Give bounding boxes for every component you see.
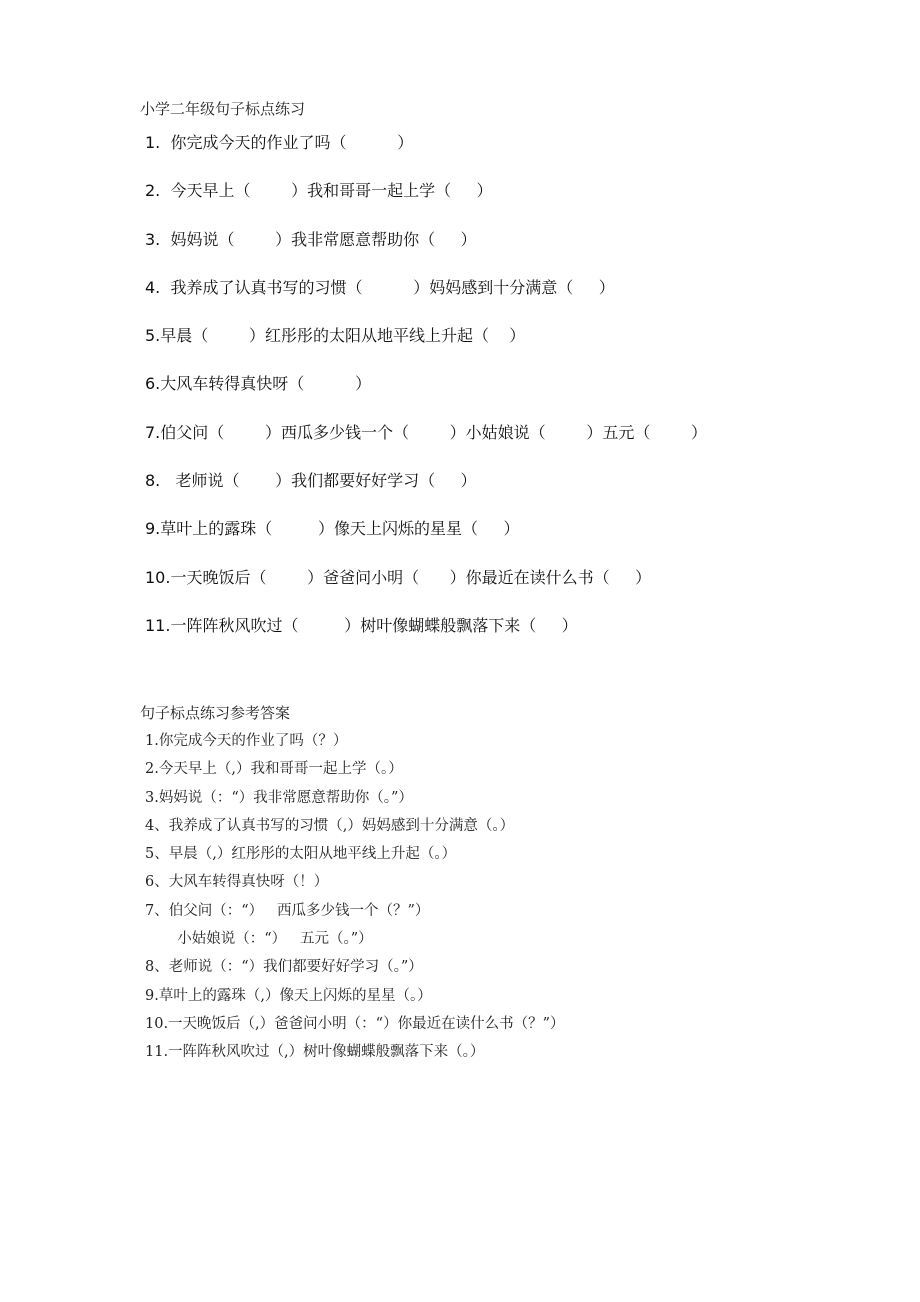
answer-item: 9.草叶上的露珠（,）像天上闪烁的星星（。） <box>145 987 432 1004</box>
answer-item: 4、我养成了认真书写的习惯（,）妈妈感到十分满意（。） <box>145 817 515 834</box>
question-item: 6.大风车转得真快呀（ ） <box>145 374 372 394</box>
answer-item: 2.今天早上（,）我和哥哥一起上学（。） <box>145 761 403 778</box>
answer-item: 小姑娘说（：“） 五元（。”） <box>145 931 373 948</box>
question-item: 1. 你完成今天的作业了吗（ ） <box>145 133 414 152</box>
exercise-title: 小学二年级句子标点练习 <box>140 100 306 118</box>
answer-item: 1.你完成今天的作业了吗（？） <box>145 733 348 749</box>
question-item: 4. 我养成了认真书写的习惯（ ）妈妈感到十分满意（ ） <box>145 277 615 297</box>
answer-list <box>145 728 565 1068</box>
question-item: 3. 妈妈说（ ）我非常愿意帮助你（ ） <box>145 229 477 249</box>
answers-title: 句子标点练习参考答案 <box>140 704 291 722</box>
answer-item: 6、大风车转得真快呀（！） <box>145 874 329 891</box>
question-item: 2. 今天早上（ ）我和哥哥一起上学（ ） <box>145 181 493 201</box>
question-item: 11.一阵阵秋风吹过（ ）树叶像蝴蝶般飘落下来（ ） <box>145 615 578 635</box>
question-item: 9.草叶上的露珠（ ）像天上闪烁的星星（ ） <box>145 519 520 539</box>
answer-item: 11.一阵阵秋风吹过（,）树叶像蝴蝶般飘落下来（。） <box>145 1044 485 1061</box>
answer-item: 8、老师说（：“）我们都要好好学习（。”） <box>145 959 423 976</box>
answer-item: 7、伯父问（：“） 西瓜多少钱一个（？”） <box>145 902 430 919</box>
question-item: 10.一天晚饭后（ ）爸爸问小明（ ）你最近在读什么书（ ） <box>145 567 652 587</box>
question-item: 5.早晨（ ）红彤彤的太阳从地平线上升起（ ） <box>145 326 526 346</box>
answer-item: 5、早晨（,）红彤彤的太阳从地平线上升起（。） <box>145 846 457 863</box>
answer-item: 3.妈妈说（：“）我非常愿意帮助你（。”） <box>145 789 413 806</box>
question-item: 8. 老师说（ ）我们都要好好学习（ ） <box>145 471 477 491</box>
question-item: 7.伯父问（ ）西瓜多少钱一个（ ）小姑娘说（ ）五元（ ） <box>145 422 708 442</box>
answer-item: 10.一天晚饭后（,）爸爸问小明（：“）你最近在读什么书（？”） <box>145 1015 565 1032</box>
question-list <box>145 128 707 659</box>
